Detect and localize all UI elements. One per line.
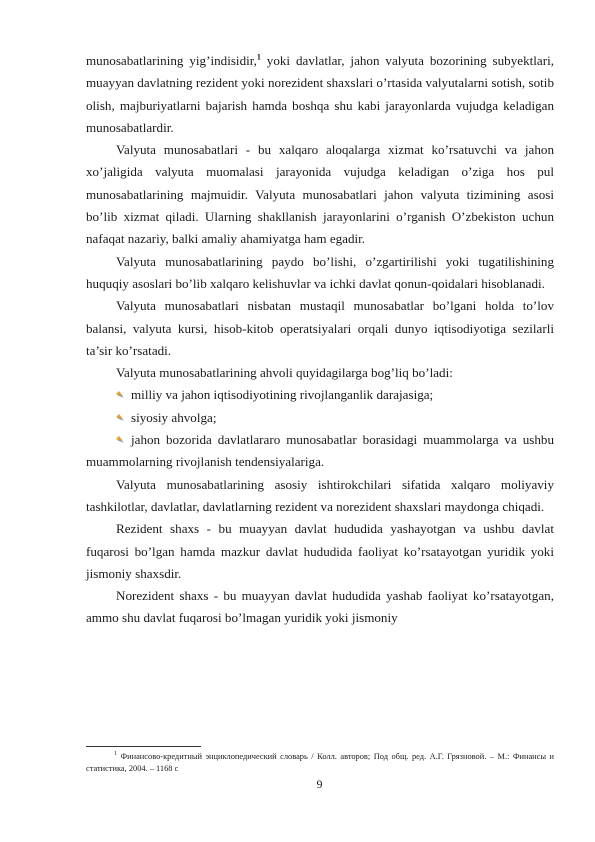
footnote-reference[interactable]: 1 [256,52,261,62]
paragraph-4: Valyuta munosabatlari nisbatan mustaqil munosabatlar bo’lgani holda to’lov balansi, valyuta kursi, hisob-kitob operatsiyalari orqali dunyo iqtisodiyotiga sezilarli ta’sir ko’rsatadi. [86,298,554,358]
paragraph-5: Valyuta munosabatlarining ahvoli quyidagilarga bog’liq bo’ladi: [116,365,453,381]
bullet-arrow-icon [116,435,125,444]
paragraph-2: Valyuta munosabatlari - bu xalqaro aloqalarga xizmat ko’rsatuvchi va jahon xo’jaligida valyuta muomalasi jarayonida vujudga keladigan o’ziga hos pul munosabatlarining majmuidir. Valyuta munosabatlari jahon valyuta tizimining asosi bo’lib xizmat qiladi. Ularning shakllanish jarayonlarini o’rganish O’zbekiston uchun nafaqat nazariy, balki amaliy ahamiyatga ham egadir. [86,142,554,247]
bullet-item-1-text: milliy va jahon iqtisodiyotining rivojlanganlik darajasiga; [131,387,434,403]
document-body [86,50,554,630]
bullet-item-2-text: siyosiy ahvolga; [131,409,217,425]
footnote-divider [86,746,201,747]
bullet-arrow-icon [116,413,125,422]
bullet-arrow-icon [116,390,125,399]
paragraph-8: Norezident shaxs - bu muayyan davlat hududida yashab faoliyat ko’rsatayotgan, ammo shu davlat fuqarosi bo’lmagan yuridik yoki jismoniy [86,588,554,626]
footnote-text: Финансово-кредитный энциклопедический словарь / Колл. авторов; Под общ. ред. А.Г. Грязновой. – М.: Финансы и статистика, 2004. – 1168 с [86,752,554,773]
bullet-item-2 [86,407,554,429]
page-number: 9 [316,777,323,791]
paragraph-1-text-a: munosabatlarining yig’indisidir, [86,53,257,68]
bullet-item-1 [86,384,554,406]
paragraph-1-text-b: yoki davlatlar, jahon valyuta bozorining subyektlari, muayyan davlatning rezident yoki norezident shaxslari o’rtasida valyutalarni sotish, sotib olish, majburiyatlarni bajarish hamda boshqa shu kabi jarayonlarda vujudga keladigan munosabatlardir. [86,53,554,135]
footnote-marker: 1 [114,751,117,758]
paragraph-1 [86,50,554,139]
bullet-item-3 [86,429,554,474]
paragraph-6: Valyuta munosabatlarining asosiy ishtirokchilari sifatida xalqaro moliyaviy tashkilotlar, davlatlar, davlatlarning rezident va norezident shaxslari maydonga chiqadi. [86,476,554,514]
bullet-item-3-text: jahon bozorida davlatlararo munosabatlar borasidagi muammolarga va ushbu muammolarning rivojlanish tendensiyalariga. [86,432,554,470]
paragraph-7: Rezident shaxs - bu muayyan davlat hududida yashayotgan va ushbu davlat fuqarosi bo’lgan hamda mazkur davlat hududida faoliyat ko’rsatayotgan yuridik yoki jismoniy shaxsdir. [86,521,554,581]
paragraph-3: Valyuta munosabatlarining paydo bo’lishi, o’zgartirilishi yoki tugatilishining huquqiy asoslari bo’lib xalqaro kelishuvlar va ichki davlat qonun-qoidalari hisoblanadi. [86,253,554,291]
footnote [86,751,554,775]
